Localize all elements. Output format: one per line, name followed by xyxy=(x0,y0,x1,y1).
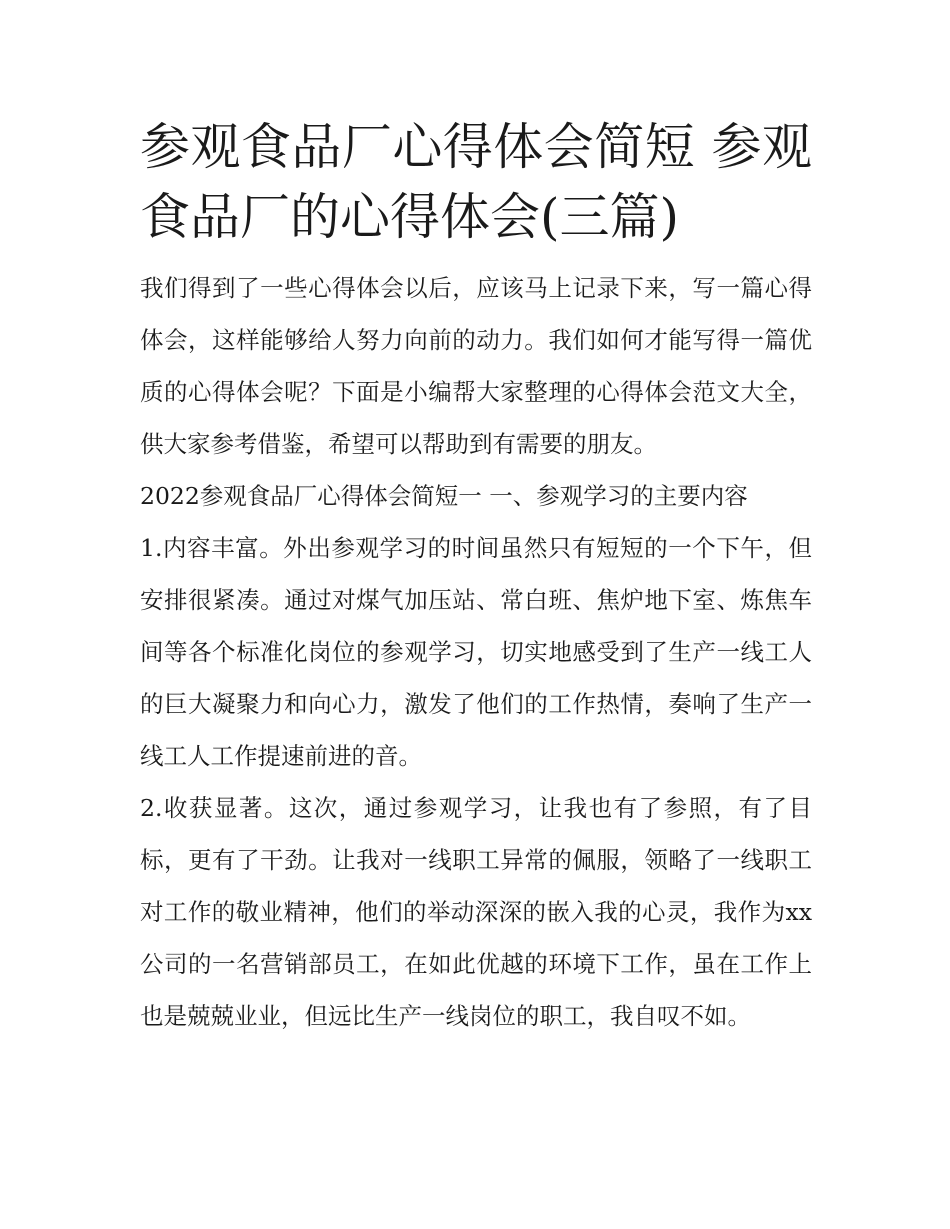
intro-paragraph: 我们得到了一些心得体会以后，应该马上记录下来，写一篇心得体会，这样能够给人努力向前的动力。我们如何才能写得一篇优质的心得体会呢？下面是小编帮大家整理的心得体会范文大全，供大家参考借鉴，希望可以帮助到有需要的朋友。 xyxy=(140,274,812,458)
point-one-paragraph: 1.内容丰富。外出参观学习的时间虽然只有短短的一个下午，但安排很紧凑。通过对煤气加压站、常白班、焦炉地下室、炼焦车间等各个标准化岗位的参观学习，切实地感受到了生产一线工人的巨大凝聚力和向心力，激发了他们的工作热情，奏响了生产一线工人工作提速前进的音。 xyxy=(140,534,812,770)
document-body xyxy=(140,112,812,1042)
document-title: 参观食品厂心得体会简短 参观食品厂的心得体会(三篇) xyxy=(140,118,812,246)
section-heading: 2022参观食品厂心得体会简短一 一、参观学习的主要内容 xyxy=(140,482,748,510)
point-two-paragraph: 2.收获显著。这次，通过参观学习，让我也有了参照，有了目标，更有了干劲。让我对一线职工异常的佩服，领略了一线职工对工作的敬业精神，他们的举动深深的嵌入我的心灵，我作为xx公司的一名营销部员工，在如此优越的环境下工作，虽在工作上也是兢兢业业，但远比生产一线岗位的职工，我自叹不如。 xyxy=(140,794,812,1030)
